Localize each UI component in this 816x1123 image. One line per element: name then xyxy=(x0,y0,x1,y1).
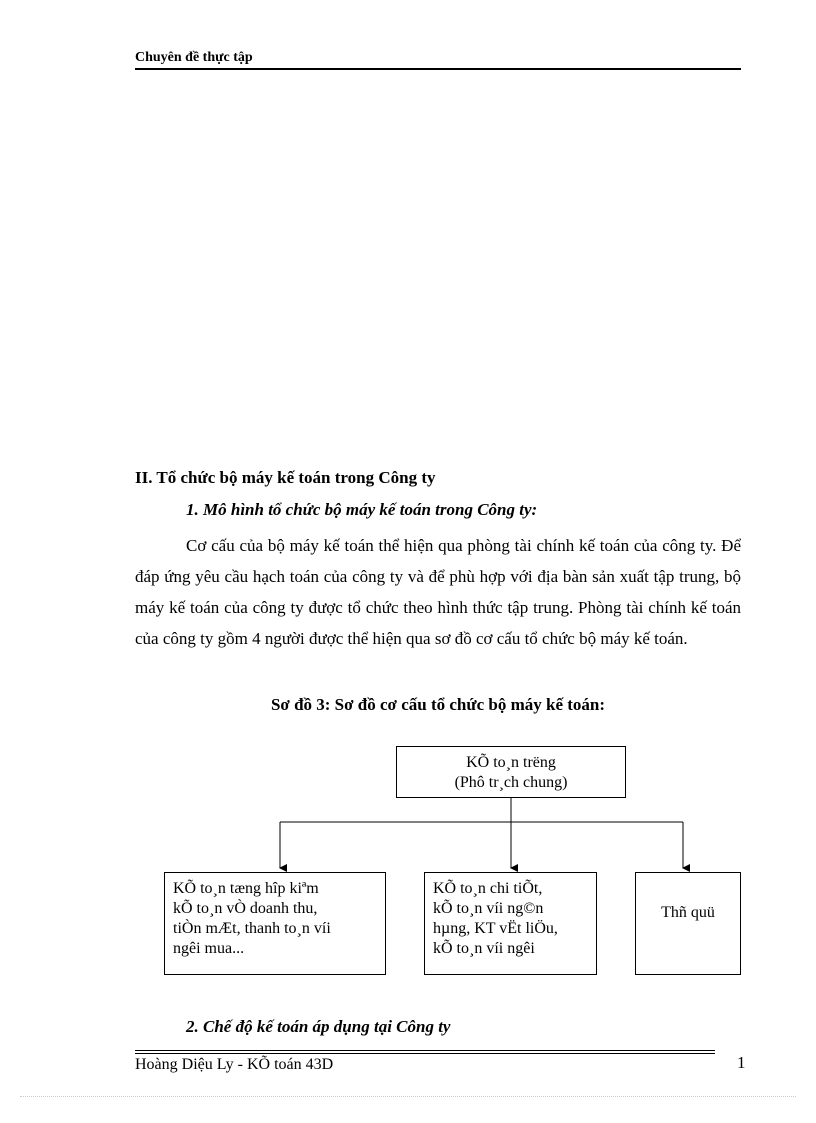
chief-accountant-role: (Phô tr¸ch chung) xyxy=(454,774,568,791)
detail-accountant-line: KÕ to¸n chi tiÕt, xyxy=(433,880,543,897)
diagram-caption: Sơ đồ 3: Sơ đồ cơ cấu tổ chức bộ máy kế toán: xyxy=(270,695,606,714)
treasurer-box xyxy=(635,872,741,975)
general-accountant-line: ngêi mua... xyxy=(173,940,245,957)
section-heading: II. Tổ chức bộ máy kế toán trong Công ty xyxy=(135,468,436,487)
footer-rule xyxy=(135,1050,715,1051)
treasurer-label: Thñ quü xyxy=(661,904,715,921)
subsection-heading-2: 2. Chế độ kế toán áp dụng tại Công ty xyxy=(186,1017,451,1036)
detail-accountant-line: kÕ to¸n víi ng©n xyxy=(433,900,544,917)
detail-accountant-line: kÕ to¸n víi ngêi xyxy=(433,940,535,957)
page-number: 1 xyxy=(737,1053,746,1072)
general-accountant-line: kÕ to¸n vÒ doanh thu, xyxy=(173,900,318,917)
body-paragraph: Cơ cấu của bộ máy kế toán thể hiện qua phòng tài chính kế toán của công ty. Để đáp ứng yêu cầu hạch toán của công ty và để phù hợp với địa bàn sản xuất tập trung, bộ máy kế toán của công ty được tổ chức theo hình thức tập trung. Phòng tài chính kế toán của công ty gồm 4 người được thể hiện qua sơ đồ cơ cấu tổ chức bộ máy kế toán. xyxy=(135,536,741,648)
general-accountant-line: KÕ to¸n tæng hîp kiªm xyxy=(173,880,319,897)
chief-accountant-title: KÕ to¸n trëng xyxy=(466,754,556,771)
chief-accountant-box xyxy=(396,746,626,798)
general-accountant-line: tiÒn mÆt, thanh to¸n víi xyxy=(173,920,331,937)
detail-accountant-box xyxy=(424,872,597,975)
detail-accountant-line: hµng, KT vËt liÖu, xyxy=(433,920,558,937)
footer-rule xyxy=(135,1053,715,1054)
general-accountant-box xyxy=(164,872,386,975)
subsection-heading-1: 1. Mô hình tổ chức bộ máy kế toán trong Công ty: xyxy=(186,500,538,519)
page-edge xyxy=(20,1096,796,1097)
running-header: Chuyên đề thực tập xyxy=(135,50,253,65)
footer-author: Hoàng Diệu Ly - KÕ toán 43D xyxy=(135,1056,334,1073)
